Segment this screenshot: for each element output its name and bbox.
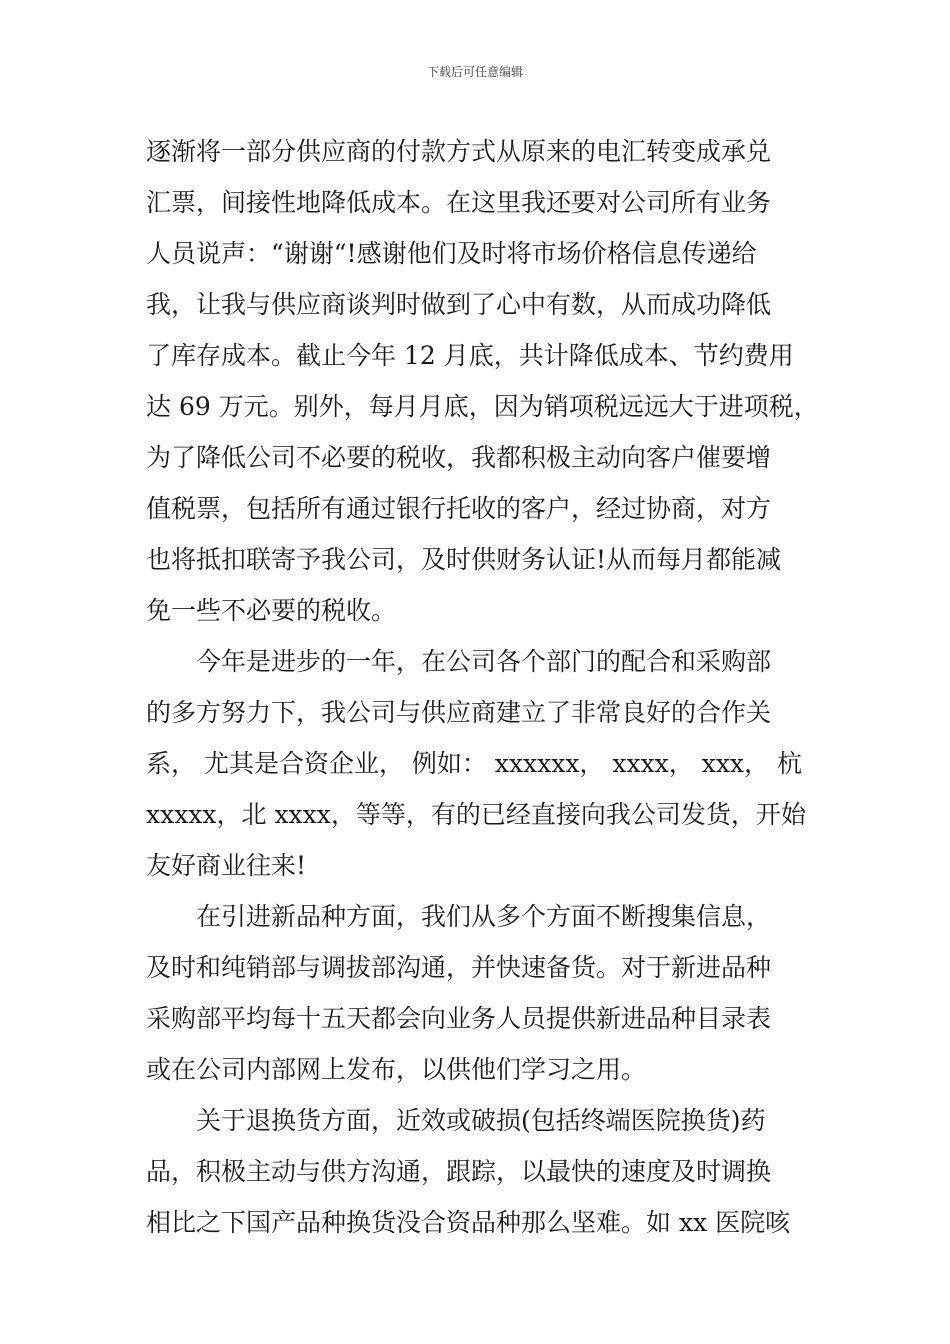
text-line: xxxxx，北 xxxx，等等，有的已经直接向我公司发货，开始 [146,800,806,829]
text-line: 值税票，包括所有通过银行托收的客户，经过协商，对方 [146,494,772,523]
text-line: 汇票，间接性地降低成本。在这里我还要对公司所有业务 [146,188,772,217]
text-line: 我，让我与供应商谈判时做到了心中有数，从而成功降低 [146,290,772,319]
text-line: 逐渐将一部分供应商的付款方式从原来的电汇转变成承兑 [146,137,772,166]
text-line: 关于退换货方面，近效或破损(包括终端医院换货)药 [146,1106,766,1135]
text-line: 也将抵扣联寄予我公司，及时供财务认证!从而每月都能减 [146,545,782,574]
text-line: 品，积极主动与供方沟通，跟踪，以最快的速度及时调换 [146,1157,772,1186]
text-line: 系， 尤其是合资企业， 例如： xxxxxx， xxxx， xxx， 杭 [146,749,802,778]
text-line: 免一些不必要的税收。 [146,596,397,625]
text-line: 友好商业往来! [146,851,307,880]
text-line: 或在公司内部网上发布，以供他们学习之用。 [146,1055,647,1084]
page-header: 下载后可任意编辑 [426,65,523,79]
text-line: 为了降低公司不必要的税收，我都积极主动向客户催要增 [146,443,772,472]
text-line: 人员说声：“谢谢“!感谢他们及时将市场价格信息传递给 [146,239,757,268]
text-line: 今年是进步的一年，在公司各个部门的配合和采购部 [146,647,772,676]
text-line: 的多方努力下，我公司与供应商建立了非常良好的合作关 [146,698,772,727]
text-line: 在引进新品种方面，我们从多个方面不断搜集信息， [146,902,772,931]
text-line: 相比之下国产品种换货没合资品种那么坚难。如 xx 医院咳 [146,1208,791,1237]
text-line: 达 69 万元。别外，每月月底，因为销项税远远大于进项税， [146,392,819,421]
text-line: 了库存成本。截止今年 12 月底，共计降低成本、节约费用 [146,341,794,370]
text-line: 及时和纯销部与调拔部沟通，并快速备货。对于新进品种 [146,953,772,982]
document-body [146,126,826,1248]
text-line: 采购部平均每十五天都会向业务人员提供新进品种目录表 [146,1004,772,1033]
